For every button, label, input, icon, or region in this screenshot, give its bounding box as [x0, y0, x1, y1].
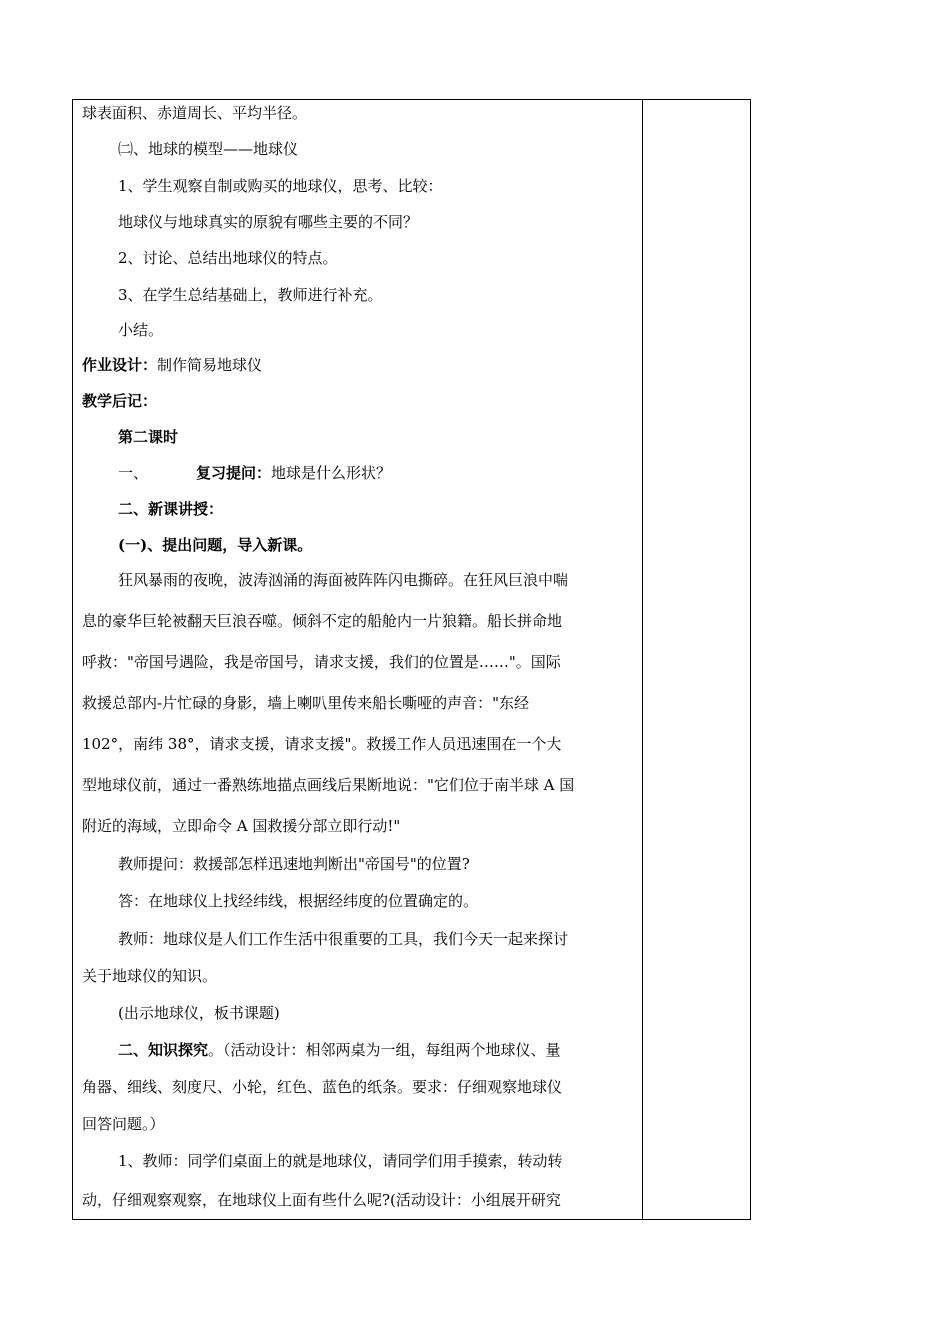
column-divider [642, 100, 643, 1219]
text-line: 教师提问：救援部怎样迅速地判断出"帝国号"的位置? [118, 855, 470, 873]
section-heading: 第二课时 [118, 428, 179, 446]
section-heading: 二、新课讲授： [118, 500, 224, 518]
teaching-notes-label: 教学后记： [82, 392, 158, 410]
homework-line [82, 355, 262, 375]
text-line: 附近的海域，立即命令 A 国救援分部立即行动!" [82, 817, 401, 835]
text-line: 102°，南纬 38°，请求支援，请求支援"。救援工作人员迅速围在一个大 [82, 735, 562, 753]
knowledge-label: 二、知识探究 [118, 1041, 209, 1059]
text-line: 2、讨论、总结出地球仪的特点。 [118, 249, 338, 267]
text-line: 球表面积、赤道周长、平均半径。 [82, 104, 308, 122]
text-line: 关于地球仪的知识。 [82, 967, 218, 985]
text-line: 型地球仪前，通过一番熟练地描点画线后果断地说："它们位于南半球 A 国 [82, 776, 575, 794]
text-line: 狂风暴雨的夜晚，波涛汹涌的海面被阵阵闪电撕碎。在狂风巨浪中喘 [118, 571, 569, 589]
text-line: 救援总部内-片忙碌的身影，墙上喇叭里传来船长嘶哑的声音："东经 [82, 694, 529, 712]
text-line: 1、教师：同学们桌面上的就是地球仪，请同学们用手摸索，转动转 [118, 1152, 563, 1170]
text-line: 1、学生观察自制或购买的地球仪，思考、比较： [118, 177, 443, 195]
text-line: 答：在地球仪上找经纬线，根据经纬度的位置确定的。 [118, 892, 479, 910]
review-text: 地球是什么形状？ [271, 464, 392, 482]
homework-label: 作业设计： [82, 356, 158, 374]
knowledge-text: 。（活动设计：相邻两桌为一组，每组两个地球仪、量 [208, 1041, 561, 1059]
text-line: 动，仔细观察观察，在地球仪上面有些什么呢?(活动设计：小组展开研究 [82, 1191, 561, 1209]
text-line: 教师：地球仪是人们工作生活中很重要的工具，我们今天一起来探讨 [118, 930, 569, 948]
text-line: 小结。 [118, 321, 164, 339]
text-line: 呼救："帝国号遇险，我是帝国号，请求支援，我们的位置是……"。国际 [82, 653, 561, 671]
text-line: 息的豪华巨轮被翻天巨浪吞噬。倾斜不定的船舱内一片狼籍。船长拼命地 [82, 612, 563, 630]
text-line: 3、在学生总结基础上，教师进行补充。 [118, 286, 383, 304]
review-line [118, 463, 391, 483]
text-line: 地球仪与地球真实的原貌有哪些主要的不同？ [118, 213, 419, 231]
knowledge-line [118, 1040, 561, 1060]
homework-text: 制作简易地球仪 [157, 356, 263, 374]
text-line: ㈡、地球的模型——地球仪 [118, 140, 299, 158]
text-line: (出示地球仪，板书课题) [118, 1004, 280, 1022]
text-line: 角器、细线、刻度尺、小轮，红色、蓝色的纸条。要求：仔细观察地球仪 [82, 1078, 563, 1096]
list-number: 一、 [118, 464, 149, 482]
text-line: 回答问题。） [82, 1115, 165, 1133]
lesson-plan-table [72, 99, 751, 1220]
review-label: 复习提问： [196, 464, 272, 482]
section-heading: (一)、提出问题，导入新课。 [118, 536, 313, 554]
